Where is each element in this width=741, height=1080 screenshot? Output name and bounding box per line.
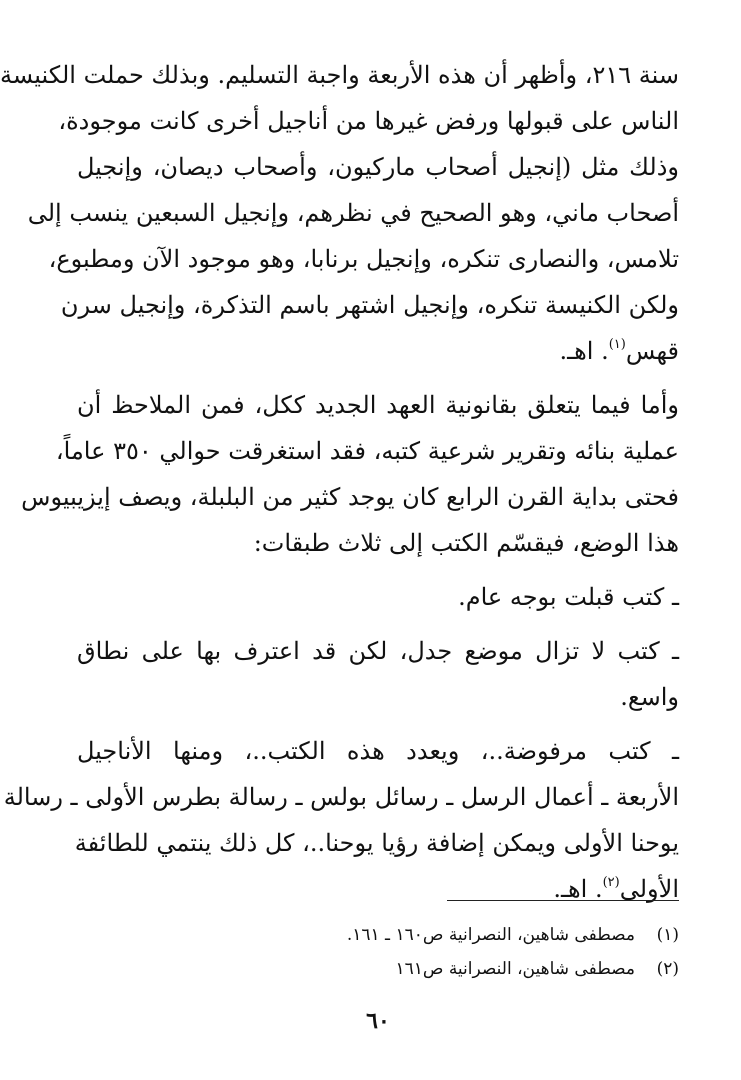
- page-number: ٦٠: [366, 1008, 390, 1034]
- page-body: [0, 52, 679, 912]
- text-line: عملية بنائه وتقرير شرعية كتبه، فقد استغرقت حوالي ٣٥٠ عاماً،: [55, 437, 679, 465]
- text-line: أصحاب ماني، وهو الصحيح في نظرهم، وإنجيل السبعين ينسب إلى: [27, 199, 679, 227]
- text-line-last: ـ كتب قبلت بوجه عام.: [458, 583, 679, 611]
- footnotes: [77, 918, 679, 986]
- text-line-last: هذا الوضع، فيقسّم الكتب إلى ثلاث طبقات:: [253, 529, 679, 557]
- text-fragment: . اهـ.: [553, 875, 603, 903]
- text-line: تلامس، والنصارى تنكره، وإنجيل برنابا، وهو موجود الآن ومطبوع،: [48, 245, 679, 273]
- text-fragment: . اهـ.: [559, 337, 609, 365]
- text-line: سنة ٢١٦، وأظهر أن هذه الأربعة واجبة التسليم. وبذلك حملت الكنيسة: [0, 61, 679, 89]
- text-line-last: [77, 328, 679, 374]
- text-line: فحتى بداية القرن الرابع كان يوجد كثير من البلبلة، ويصف إيزيبيوس: [21, 483, 679, 511]
- text-fragment: الأولى: [619, 875, 679, 903]
- text-line: الناس على قبولها ورفض غيرها من أناجيل أخرى كانت موجودة،: [58, 107, 679, 135]
- footnote-1: [77, 918, 679, 952]
- text-line: ـ كتب مرفوضة..، ويعدد هذه الكتب..، ومنها الأناجيل: [77, 737, 679, 765]
- text-line: ولكن الكنيسة تنكره، وإنجيل اشتهر باسم التذكرة، وإنجيل سرن: [60, 291, 679, 319]
- paragraph-1: [0, 52, 679, 374]
- text-line-last: [77, 866, 679, 912]
- text-line: يوحنا الأولى ويمكن إضافة رؤيا يوحنا..، كل ذلك ينتمي للطائفة: [74, 829, 679, 857]
- text-line: ـ كتب لا تزال موضع جدل، لكن قد اعترف بها على نطاق: [77, 637, 679, 665]
- footnote-ref-2[interactable]: (٢): [602, 875, 620, 890]
- footnote-number: (٢): [656, 959, 679, 979]
- text-line-last: واسع.: [620, 683, 679, 711]
- footnote-number: (١): [656, 925, 679, 945]
- footnote-divider: [447, 900, 679, 901]
- list-item-rejected: [3, 728, 679, 912]
- paragraph-2: [21, 382, 679, 566]
- text-line: وأما فيما يتعلق بقانونية العهد الجديد ككل، فمن الملاحظ أن: [77, 391, 679, 419]
- footnote-text: مصطفى شاهين، النصرانية ص١٦٠ ـ ١٦١.: [346, 925, 635, 945]
- footnote-ref-1[interactable]: (١): [608, 337, 626, 352]
- list-item-disputed: [77, 628, 679, 720]
- footnote-2: [77, 952, 679, 986]
- footnote-text: مصطفى شاهين، النصرانية ص١٦١: [395, 959, 635, 979]
- list-item-accepted: [77, 574, 679, 620]
- text-line: وذلك مثل (إنجيل أصحاب ماركيون، وأصحاب ديصان، وإنجيل: [77, 153, 679, 181]
- text-fragment: قهس: [625, 337, 679, 365]
- text-line: الأربعة ـ أعمال الرسل ـ رسائل بولس ـ رسالة بطرس الأولى ـ رسالة: [3, 783, 679, 811]
